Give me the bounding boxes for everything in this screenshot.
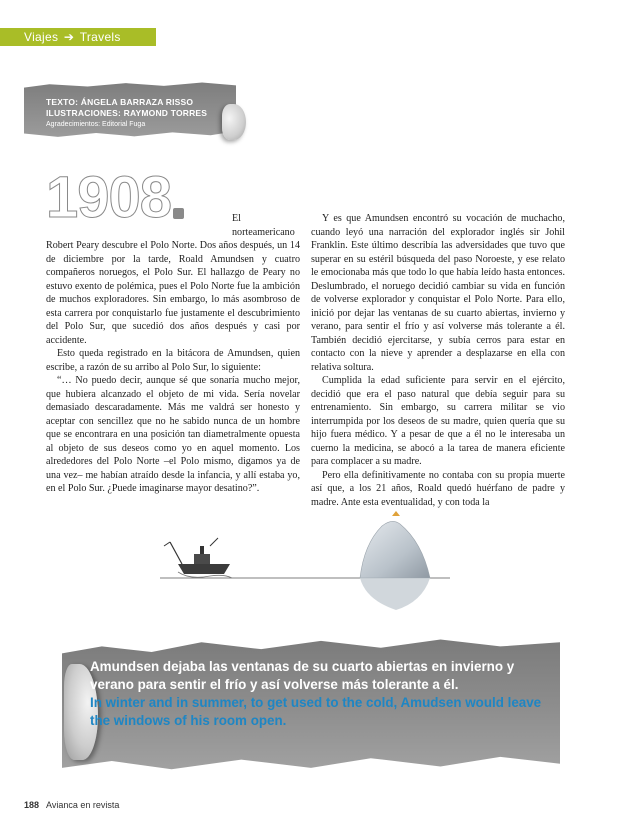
article-column-right	[311, 212, 565, 509]
credit-text-author: TEXTO: ÁNGELA BARRAZA RISSO	[46, 97, 194, 107]
page-footer	[24, 800, 119, 810]
credits-block	[46, 97, 226, 130]
paragraph: El norteamericano Robert Peary descubre el Polo Norte. Dos años después, un 14 de diciembre por la tarde, Roald Amundsen y cuatro compañeros noruegos, el Polo Sur. El hallazgo de Peary no estuvo exento de polémica, pues el Polo Norte fue la ambición de muchos exploradores. Sin embargo, lo más asombroso de esta carrera por conquistarlo fue justamente el descubrimiento del Polo Sur, que sucedió dos años después y casi por accidente.	[46, 213, 300, 346]
publication-name: Avianca en revista	[46, 800, 120, 810]
pull-quote	[90, 658, 552, 730]
credit-thanks: Agradecimientos: Editorial Fuga	[46, 121, 146, 128]
article-column-left	[46, 165, 300, 496]
paragraph: Esto queda registrado en la bitácora de Amundsen, quien escribe, a razón de su arribo al Polo Sur, lo siguiente:	[46, 348, 300, 373]
paragraph: Y es que Amundsen encontró su vocación de muchacho, cuando leyó una narración del explorador inglés sir Johil Franklin. Este último describía las adversidades que tuvo que superar en su estéril búsqueda del paso Noroeste, y ese relato le emocionaba más que todo lo que había leído hasta entonces. Deslumbrado, el noruego decidió cambiar su vida en función de volverse explorador y conquistar el Polo Norte. Para ello, inició por dejar las ventanas de su cuarto abiertas, invierno y verano, para sentir el frío y así volverse más tolerante a él. También decidió ejercitarse, y subía cerros para estar en contacto con la nieve y aprender a desplazarse en ella con relativa soltura.	[311, 213, 565, 373]
paragraph: Pero ella definitivamente no contaba con su propia muerte así que, a los 21 años, Roald quedó huérfano de padre y madre. Ante esta eventualidad, y con toda la	[311, 469, 565, 508]
arrow-right-icon: ➔	[63, 30, 75, 44]
paragraph: Cumplida la edad suficiente para servir en el ejército, decidió que era el paso natural que debía seguir para su entrenamiento. Sin embargo, su carrera militar se vio interrumpida por los deseos de su madre, quien quería que su hijo fuera médico. Y a pesar de que a él no le interesaba un cuerno la medicina, se abocó a la tarea de manera eficiente para complacer a su madre.	[311, 375, 565, 467]
section-label-en: Travels	[79, 30, 121, 44]
iceberg-icon	[360, 511, 430, 610]
credit-illustrations: ILUSTRACIONES: RAYMOND TORRES	[46, 108, 208, 118]
section-label-es: Viajes	[24, 30, 59, 44]
dropcap-dot-icon	[173, 208, 184, 219]
illustration-ship-iceberg	[160, 508, 460, 613]
paragraph-quote: “… No puedo decir, aunque sé que sonaría mucho mejor, que hubiera alcanzado el objeto de mi vida. Sería novelar demasiado descaradamente. Más me valdrá ser honesto y aceptar con sencillez que no he sabido nunca de un hombre que se encontrara en una posición tan diametralmente opuesta al objeto de sus deseos como yo en aquel momento. Los alrededores del Polo Norte –el Polo mismo, digamos ya de una vez– me habían atraído desde la infancia, y allí estaba yo, en el Polo Sur. ¿Puede imaginarse mayor desatino?”.	[46, 375, 300, 494]
page-number: 188	[24, 800, 40, 810]
pull-quote-english: In winter and in summer, to get used to the cold, Amudsen would leave the windows of his room open.	[90, 695, 542, 728]
section-tab	[0, 28, 156, 46]
pull-quote-spanish: Amundsen dejaba las ventanas de su cuarto abiertas en invierno y verano para sentir el frío y así volverse más tolerante a él.	[90, 659, 515, 692]
year-dropcap	[46, 165, 230, 230]
year-dropcap-text: 1908	[46, 165, 172, 230]
